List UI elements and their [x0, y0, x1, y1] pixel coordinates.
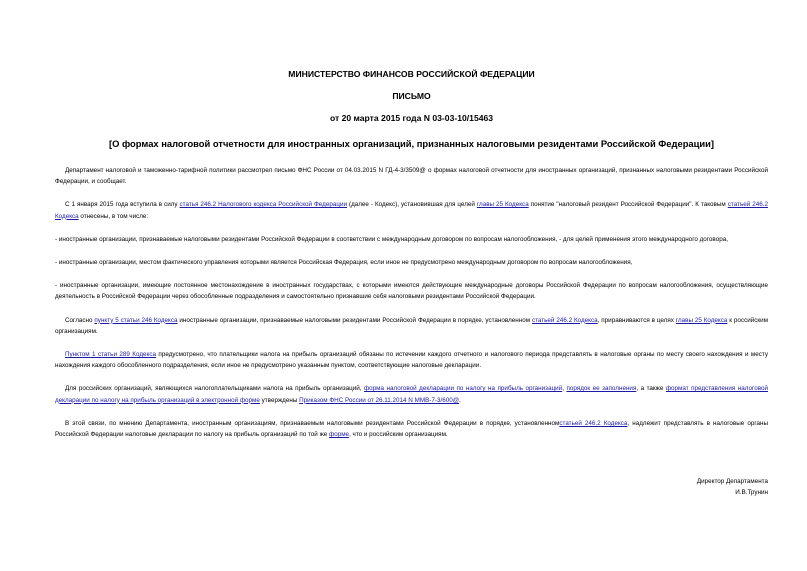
paragraph-text: , что и российским организациям.	[349, 431, 448, 439]
link-article-246-point-5[interactable]: пункту 5 статьи 246 Кодекса	[94, 316, 178, 324]
paragraph-text: С 1 января 2015 года вступила в силу	[65, 201, 180, 209]
signature-position: Директор Департамента	[696, 478, 768, 486]
document-subject: [О формах налоговой отчетности для иностранных организаций, признанных налоговыми резидентами Российской Федерации]	[108, 138, 715, 149]
paragraph-text: В этой связи, по мнению Департамента, иностранным организациям, признаваемым налоговыми резидентами Российской Федерации в порядке, установленном	[65, 419, 560, 427]
paragraph-6	[55, 315, 768, 337]
document-date-number: от 20 марта 2015 года N 03-03-10/15463	[329, 113, 494, 123]
paragraph-text: понятие "налоговый резидент Российской Федерации". К таковым	[528, 201, 728, 209]
paragraph-text: ,	[562, 385, 567, 393]
paragraph-3	[55, 234, 768, 245]
paragraph-7	[55, 349, 768, 371]
paragraph-text: иностранные организации, признаваемые налоговыми резидентами Российской Федерации в порядке, установленном	[177, 316, 532, 324]
paragraph-text: Департамент налоговой и таможенно-тарифной политики рассмотрел письмо ФНС России от 04.03.2015 N ГД-4-3/3509@ о формах налоговой отчетности для иностранных организаций, признанных налоговыми резидентами Российской Федерации, и сообщает.	[55, 167, 768, 186]
link-form[interactable]: форме	[329, 431, 350, 439]
link-article-246-2[interactable]: статьей 246.2 Кодекса	[531, 316, 598, 324]
document	[55, 60, 768, 498]
ministry-title: МИНИСТЕРСТВО ФИНАНСОВ РОССИЙСКОЙ ФЕДЕРАЦИИ	[288, 69, 535, 79]
paragraph-text: (далее - Кодекс), установившая для целей	[347, 201, 477, 209]
link-chapter-25[interactable]: главы 25 Кодекса	[476, 201, 529, 209]
paragraph-text: , приравниваются в целях	[597, 316, 676, 324]
paragraph-text: к российским организациям.	[55, 316, 769, 335]
paragraph-1	[55, 165, 768, 187]
link-article-246-2-tax-code[interactable]: статья 246.2 Налогового кодекса Российской Федерации	[179, 201, 347, 209]
paragraph-text: утверждены	[259, 396, 300, 404]
paragraph-text: - иностранные организации, местом фактического управления которыми является Российская Федерация, если иное не предусмотрено международным договором по вопросам налогообложения,	[55, 259, 633, 267]
paragraph-4	[55, 257, 768, 268]
link-article-246-2[interactable]: статьей 246.2 Кодекса	[55, 201, 768, 220]
document-type: ПИСЬМО	[392, 91, 431, 101]
link-chapter-25[interactable]: главы 25 Кодекса	[675, 316, 728, 324]
paragraph-5	[55, 280, 768, 302]
paragraph-text: Согласно	[65, 316, 95, 324]
paragraph-text: , а также	[636, 385, 666, 393]
paragraph-text: отнесены, в том числе:	[78, 212, 149, 220]
paragraph-8	[55, 383, 768, 405]
paragraph-9	[55, 418, 768, 440]
paragraph-text: - иностранные организации, признаваемые налоговыми резидентами Российской Федерации в соответствии с международным договором по вопросам налогообложения, - для целей применения этого международного договора,	[55, 235, 728, 243]
paragraph-text: - иностранные организации, имеющие постоянное местонахождение в иностранных государствах, с которыми имеются действующие международные договоры Российской Федерации по вопросам налогообложения, осуществляющие деятельность в Российской Федерации через обособленные подразделения и самостоятельно признавшие себя налоговыми резидентами Российской Федерации.	[55, 282, 768, 301]
link-fns-order[interactable]: Приказом ФНС России от 26.11.2014 N ММВ-7-3/600@	[299, 396, 460, 404]
link-article-246-2[interactable]: статьей 246.2 Кодекса	[559, 419, 628, 427]
paragraph-text: предусмотрено, что плательщики налога на прибыль организаций обязаны по истечении каждого отчетного и налогового периода представлять в налоговые органы по месту своего нахождения и месту нахождения каждого обособленного подразделения, если иное не предусмотрено указанным пунктом, соответствующие налоговые декларации.	[55, 351, 768, 370]
paragraph-2	[55, 199, 768, 221]
link-filling-procedure[interactable]: порядок ее заполнения	[566, 385, 637, 393]
signature-name: И.В.Трунин	[735, 489, 768, 497]
paragraph-text: Для российских организаций, являющихся налогоплательщиками налога на прибыль организаций,	[65, 385, 364, 393]
paragraph-text: , надлежит представлять в налоговые органы Российской Федерации налоговые декларации по налогу на прибыль организаций по той же	[55, 419, 768, 439]
link-article-289-point-1[interactable]: Пунктом 1 статьи 289 Кодекса	[65, 351, 156, 359]
link-declaration-form[interactable]: форма налоговой декларации по налогу на прибыль организаций	[364, 385, 563, 393]
paragraph-text: .	[459, 396, 461, 404]
link-electronic-format[interactable]: формат представления налоговой декларации по налогу на прибыль организаций в электронной форме	[55, 385, 768, 404]
